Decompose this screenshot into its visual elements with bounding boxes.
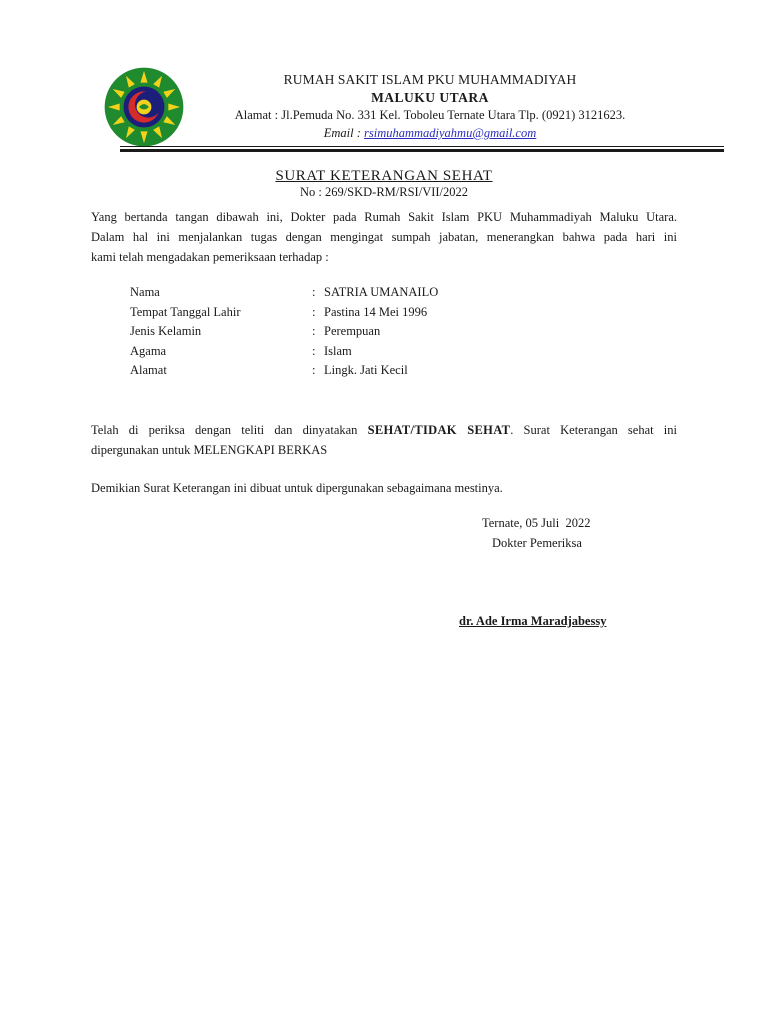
health-status: SEHAT/TIDAK SEHAT	[367, 423, 511, 437]
identity-value: Islam	[324, 343, 352, 358]
email-label: Email :	[323, 126, 364, 140]
identity-label: Jenis Kelamin	[130, 324, 202, 338]
letterhead-divider-thin	[120, 146, 724, 147]
examination-result-paragraph	[91, 420, 677, 460]
document-title: SURAT KETERANGAN SEHAT	[275, 168, 493, 184]
intro-line-2: Dalam hal ini menjalankan tugas dengan mengingat sumpah jabatan, menerangkan bahwa pada hari ini	[91, 230, 677, 244]
result-line-2: dipergunakan untuk MELENGKAPI BERKAS	[91, 443, 328, 457]
hospital-email-line	[190, 126, 670, 141]
identity-row-name	[130, 285, 530, 305]
identity-row-religion	[130, 344, 530, 364]
identity-label: Tempat Tanggal Lahir	[130, 304, 241, 319]
identity-separator: :	[312, 363, 316, 377]
hospital-logo-icon	[103, 66, 185, 148]
patient-identity-table	[130, 285, 530, 383]
intro-line-3: kami telah mengadakan pemeriksaan terhadap :	[91, 250, 329, 264]
result-prefix: Telah di periksa dengan teliti dan dinyatakan	[91, 423, 368, 437]
signature-place-date: Ternate, 05 Juli 2022	[482, 516, 591, 530]
identity-value: Pastina 14 Mei 1996	[324, 304, 428, 319]
closing-statement: Demikian Surat Keterangan ini dibuat untuk dipergunakan sebagaimana mestinya.	[91, 481, 503, 495]
identity-row-birth	[130, 305, 530, 325]
identity-value: Perempuan	[324, 324, 381, 338]
result-line-1	[91, 420, 677, 440]
identity-value: SATRIA UMANAILO	[324, 285, 439, 299]
doctor-name: dr. Ade Irma Maradjabessy	[459, 614, 607, 628]
hospital-region: MALUKU UTARA	[371, 90, 489, 105]
identity-row-address	[130, 363, 530, 383]
identity-separator: :	[312, 343, 316, 358]
result-suffix: . Surat Keterangan sehat ini	[510, 423, 677, 437]
intro-line-1: Yang bertanda tangan dibawah ini, Dokter pada Rumah Sakit Islam PKU Muhammadiyah Maluku Utara.	[91, 210, 677, 224]
identity-separator: :	[312, 304, 316, 319]
intro-paragraph	[91, 207, 677, 267]
identity-label: Alamat	[130, 363, 167, 377]
identity-value: Lingk. Jati Kecil	[324, 363, 408, 377]
email-link[interactable]: rsimuhammadiyahmu@gmail.com	[364, 126, 537, 140]
identity-row-gender	[130, 324, 530, 344]
identity-separator: :	[312, 324, 316, 338]
hospital-name: RUMAH SAKIT ISLAM PKU MUHAMMADIYAH	[283, 72, 577, 87]
hospital-address: Alamat : Jl.Pemuda No. 331 Kel. Toboleu Ternate Utara Tlp. (0921) 3121623.	[234, 108, 626, 122]
signature-role: Dokter Pemeriksa	[492, 536, 582, 550]
identity-separator: :	[312, 285, 316, 299]
letterhead-divider-thick	[120, 149, 724, 152]
identity-label: Agama	[130, 343, 167, 358]
document-number: No : 269/SKD-RM/RSI/VII/2022	[299, 185, 469, 199]
identity-label: Nama	[130, 285, 160, 299]
